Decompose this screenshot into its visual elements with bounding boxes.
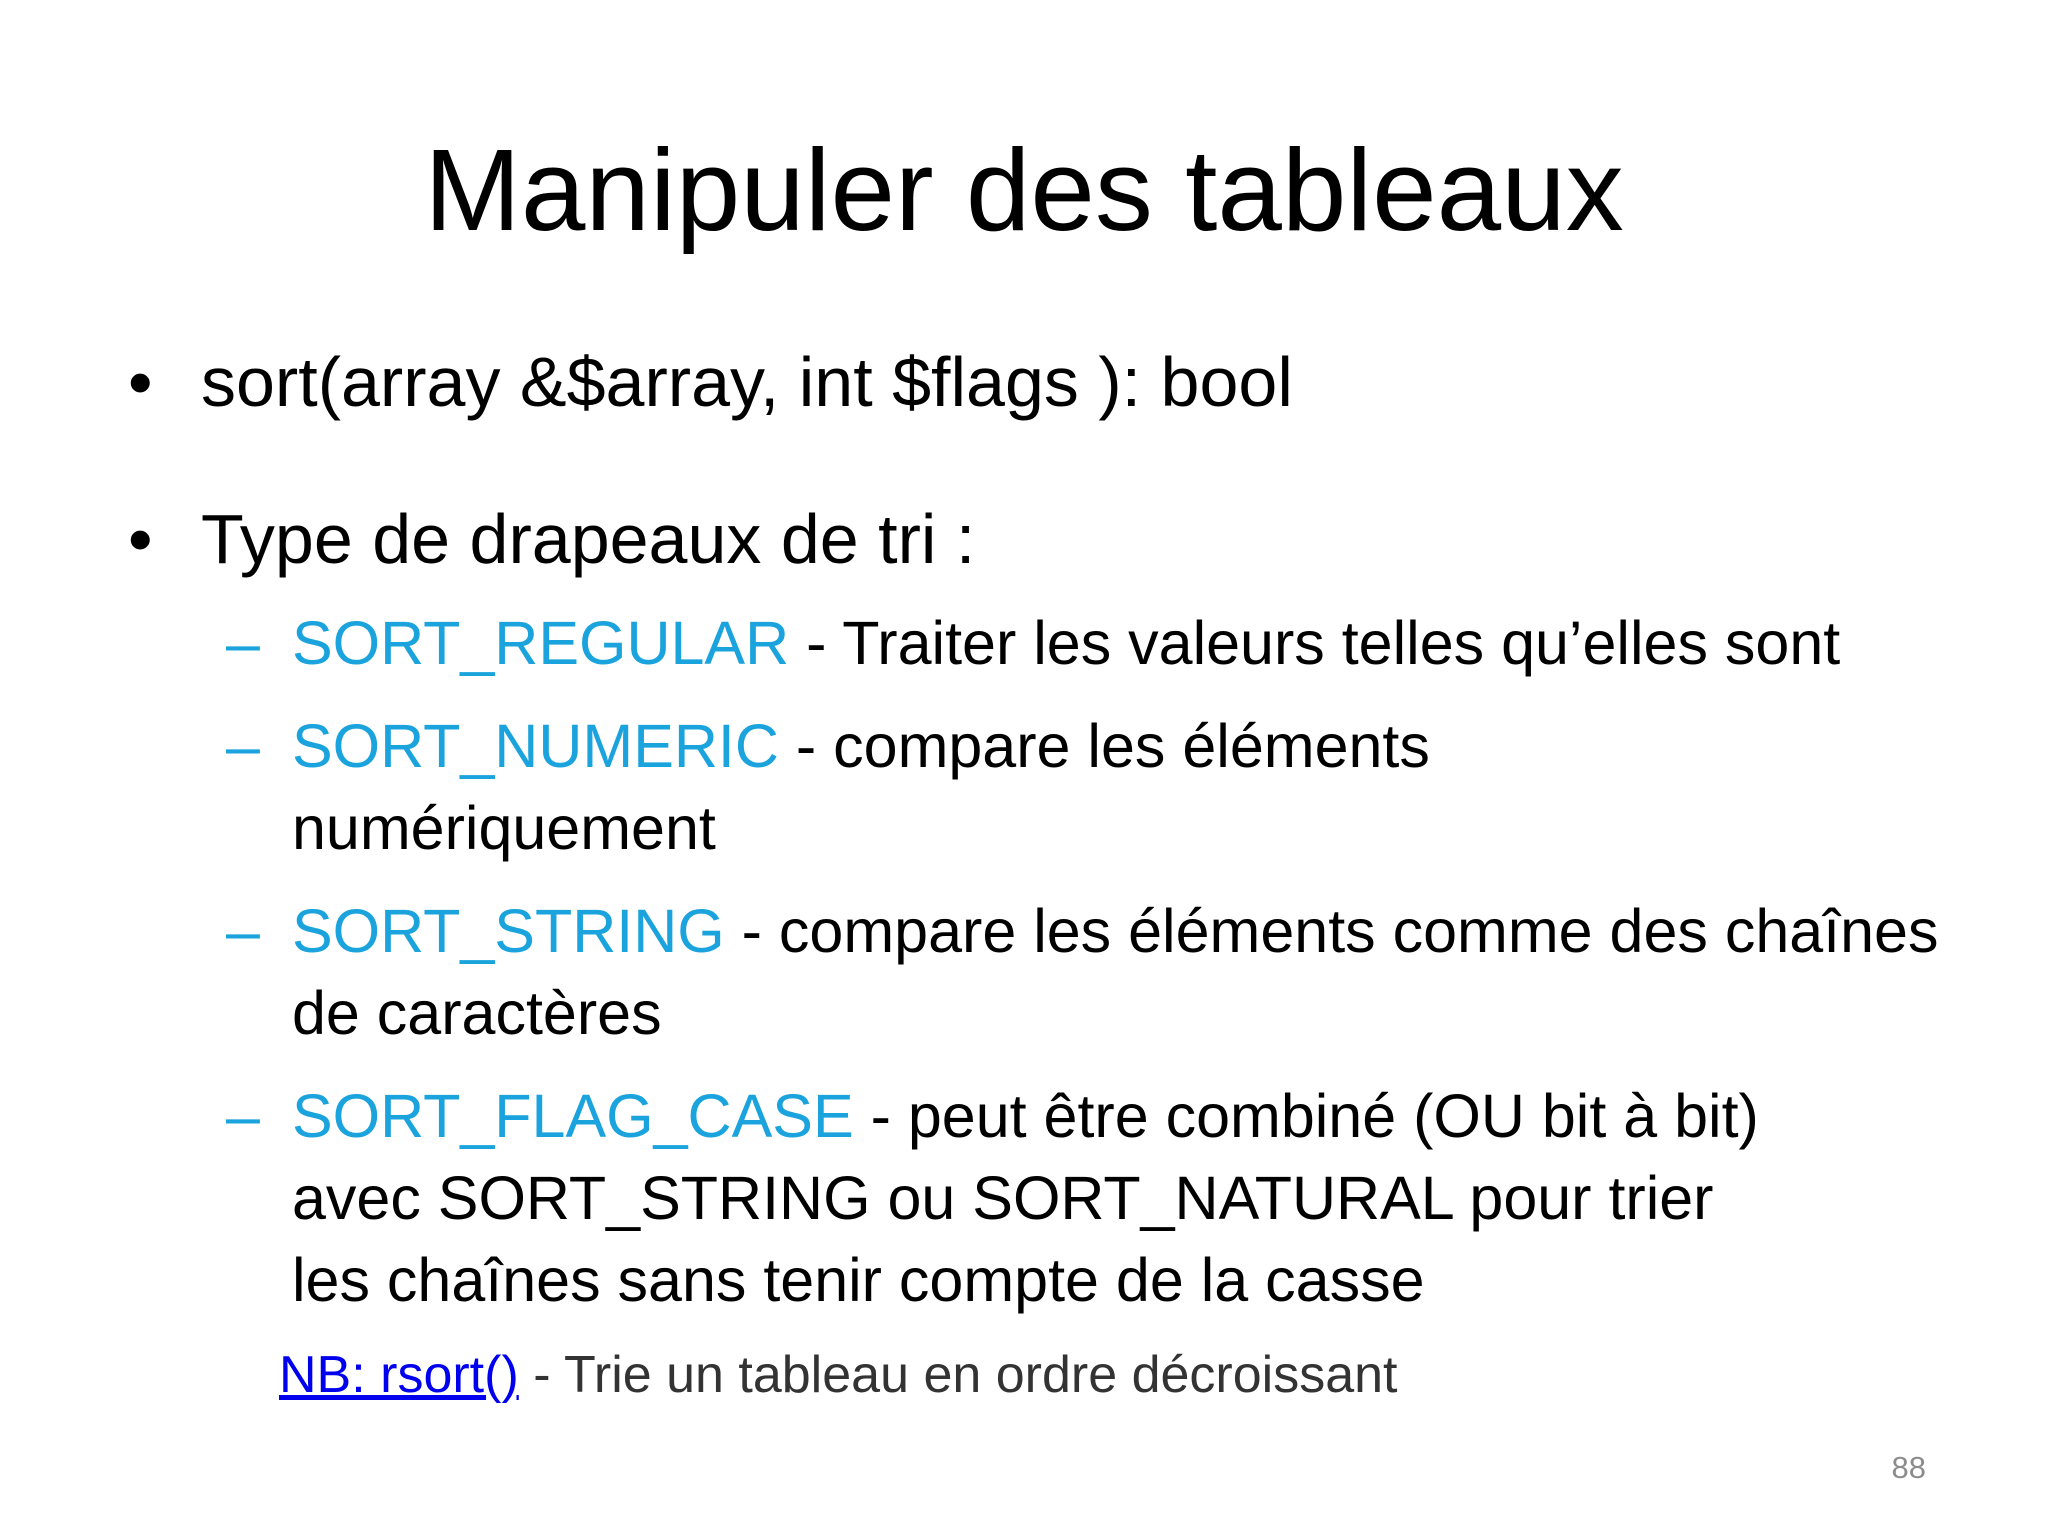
dash-marker: –: [226, 712, 260, 780]
flag-description: - compare les éléments comme des chaînes de caractères: [292, 897, 1939, 1047]
dash-marker: –: [226, 897, 260, 965]
flag-keyword: SORT_NUMERIC: [292, 712, 779, 780]
bullet-text: sort(array &$array, int $flags ): bool: [201, 343, 1293, 421]
flag-description: - Traiter les valeurs telles qu’elles sont: [789, 609, 1841, 677]
bullet-text: Type de drapeaux de tri :: [201, 500, 976, 578]
flag-keyword: SORT_FLAG_CASE: [292, 1082, 854, 1150]
bullet-marker: •: [128, 343, 153, 421]
dash-marker: –: [226, 609, 260, 677]
page-number: 88: [1891, 1450, 1926, 1485]
slide-title: Manipuler des tableaux: [424, 125, 1624, 255]
flag-keyword: SORT_STRING: [292, 897, 725, 965]
flag-description: - compare les éléments numériquement: [292, 712, 1430, 862]
flag-description: - peut être combiné (OU bit à bit) avec SORT_STRING ou SORT_NATURAL pour trier les chaînes sans tenir compte de la casse: [292, 1082, 1759, 1314]
dash-marker: –: [226, 1082, 260, 1150]
flag-keyword: SORT_REGULAR: [292, 609, 790, 677]
bullet-marker: •: [128, 500, 153, 578]
note-description: - Trie un tableau en ordre décroissant: [518, 1346, 1398, 1404]
rsort-link[interactable]: NB: rsort(): [279, 1346, 519, 1404]
note-line: [279, 1340, 1397, 1410]
